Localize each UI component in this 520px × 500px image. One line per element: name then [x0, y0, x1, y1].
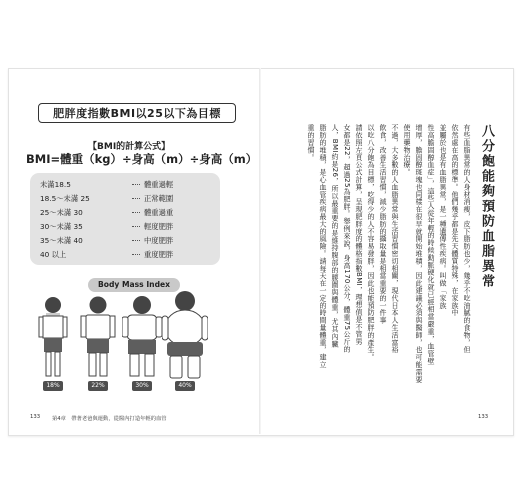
body-text-column: 並屬於也是有血脂異常，是一種遺傳性疾病。叫做「家族	[439, 124, 447, 309]
figure-obese-icon	[162, 290, 208, 380]
left-page-number: 133	[30, 414, 41, 420]
body-text-column: 性高膽固醇血症」，這些人從年輕的時候動脈硬化就已經相當嚴重，血管壁	[427, 124, 435, 365]
percent-badge: 18%	[43, 381, 63, 391]
percent-badge: 40%	[175, 381, 195, 391]
body-mass-index-label: Body Mass Index	[88, 278, 180, 292]
bmi-class: 重度肥胖	[144, 250, 174, 259]
body-text-column: 有些血脂異常的人身材消瘦，皮下脂肪也少，幾乎不吃油膩的食物，但	[463, 124, 471, 354]
body-text-column: 增厚，膽固醇斑塊也同樣在很早就開始堆積，因此建議必須與醫師，也可能需要	[415, 124, 423, 383]
table-row	[40, 235, 210, 246]
leader-dots	[132, 226, 140, 227]
body-text-column: 以吃八分飽為目標，吃得少的人不容易發胖，因此也能預防肥胖的產生。	[367, 124, 375, 361]
leader-dots	[132, 212, 140, 213]
body-text-column: 飲食，改善生活習慣，減少脂肪的攝取量是相當重要的一件事	[379, 124, 387, 324]
body-text-column: 請依照左頁公式計算，呈現肥胖度的體格指數BMI，理想值是不管男	[355, 124, 363, 346]
running-footer: 第4章 帶著老爸與運動，從醫內打造年輕的血管	[52, 416, 167, 422]
table-row	[40, 221, 210, 232]
body-text-column: 重的習慣。	[307, 124, 315, 161]
percent-badge: 22%	[88, 381, 108, 391]
bmi-class: 體重過輕	[144, 180, 174, 189]
table-row	[40, 207, 210, 218]
body-text-column: 脂肪的堆積，是心血管疾病最大的風險。請每天在一定的時間量體重，建立	[319, 124, 327, 369]
table-row	[40, 249, 210, 260]
figure-normal-icon	[80, 296, 116, 380]
section-banner: 肥胖度指數BMI以25以下為目標	[38, 103, 236, 123]
body-text-column: 依然處在高的標準。他們幾乎都是先天體質特殊，在家族中	[451, 124, 459, 317]
figure-slim-icon	[36, 296, 70, 380]
body-text-column: 女都是22，超過25為肥胖。舉例來說，身高170公分，體重75公斤的	[343, 124, 351, 353]
figure-overweight-icon	[122, 296, 162, 380]
percent-badge: 30%	[132, 381, 152, 391]
bmi-class: 輕度肥胖	[144, 222, 174, 231]
leader-dots	[132, 254, 140, 255]
bmi-range: 18.5～未滿 25	[40, 194, 90, 203]
body-text-column: 使用藥物治療。	[403, 124, 411, 176]
chapter-heading: 八分飽能夠預防血脂異常	[479, 124, 494, 289]
table-row	[40, 193, 210, 204]
bmi-range: 40 以上	[40, 250, 67, 259]
bmi-range: 35～未滿 40	[40, 236, 83, 245]
bmi-formula: BMI=體重（kg）÷身高（m）÷身高（m）	[26, 152, 258, 166]
bmi-class: 正常範圍	[144, 194, 174, 203]
table-row	[40, 179, 210, 190]
body-text-column: 不過，大多數的人血脂異常與生活習慣密切相關，現代日本人生活富裕	[391, 124, 399, 354]
bmi-class: 體重過重	[144, 208, 174, 217]
bmi-class: 中度肥胖	[144, 236, 174, 245]
right-page-number: 133	[478, 414, 489, 420]
leader-dots	[132, 198, 140, 199]
bmi-range: 30～未滿 35	[40, 222, 83, 231]
formula-title: 【BMI的計算公式】	[88, 142, 171, 152]
body-text-column: 人，BMI約是26，所以最重要的是維持腹部的腰圍與體重，尤其內臟	[331, 124, 339, 348]
leader-dots	[132, 184, 140, 185]
leader-dots	[132, 240, 140, 241]
book-gutter	[259, 68, 261, 434]
bmi-range: 未滿18.5	[40, 180, 71, 189]
bmi-range: 25～未滿 30	[40, 208, 83, 217]
bmi-classification-table	[30, 173, 220, 265]
